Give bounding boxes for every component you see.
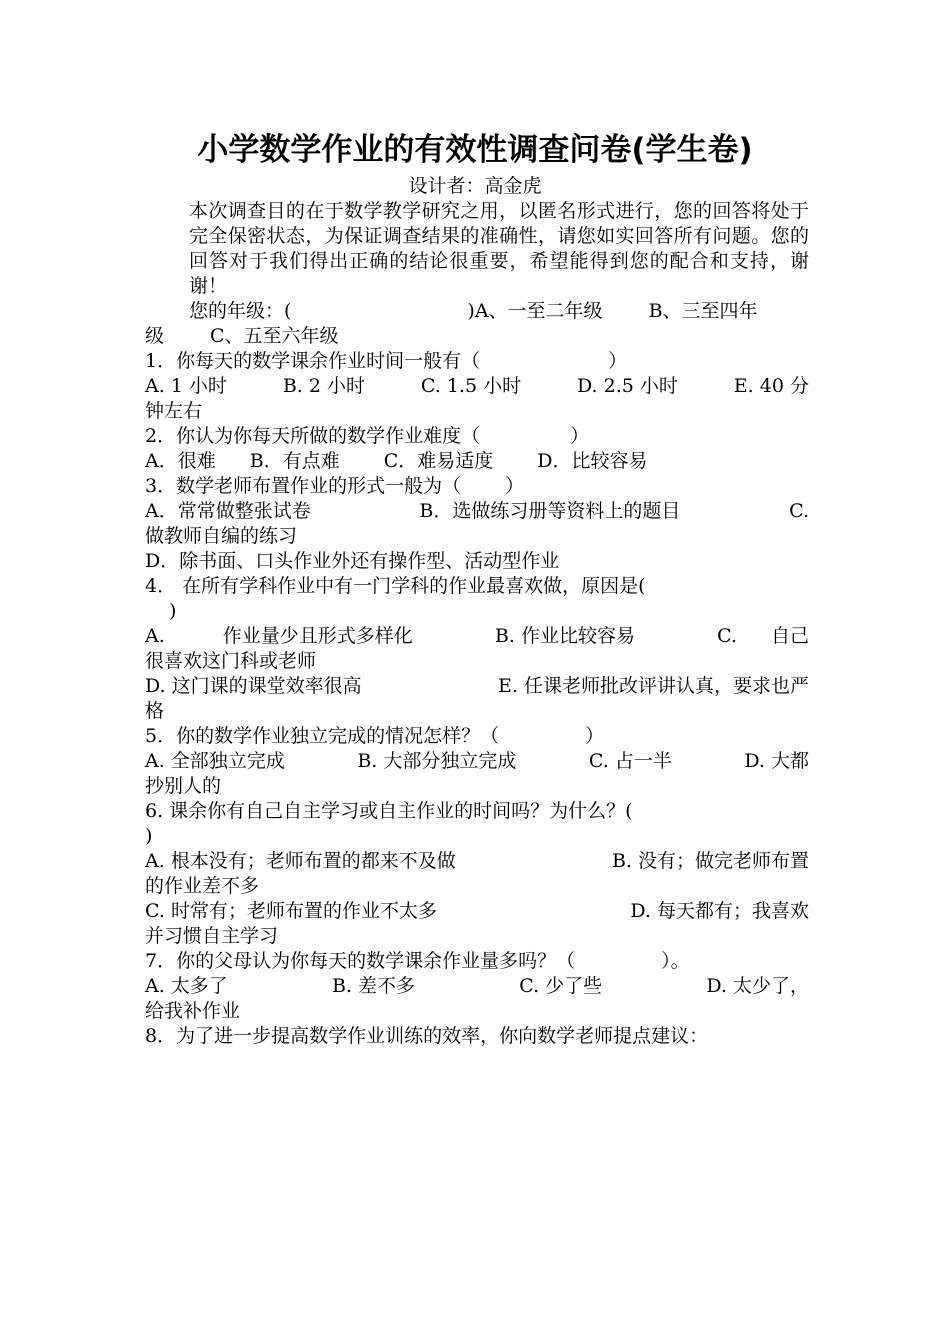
question-7-options — [145, 974, 809, 999]
question-6: 6. 课余你有自己自主学习或自主作业的时间吗？为什么？( — [145, 800, 633, 822]
q4-option-c-wrap: 很喜欢这门科或老师 — [145, 650, 317, 672]
q6-option-c[interactable]: C. 时常有；老师布置的作业不太多 — [145, 900, 437, 922]
question-6-options-2 — [145, 899, 809, 924]
question-8: 8．为了进一步提高数学作业训练的效率，你向数学老师提点建议： — [145, 1025, 709, 1047]
q2-option-b[interactable]: B．有点难 — [249, 450, 340, 472]
q5-option-d[interactable]: D. 大都 — [744, 750, 809, 772]
q6-option-a[interactable]: A. 根本没有；老师布置的都来不及做 — [145, 850, 456, 872]
q3-option-a[interactable]: A．常常做整张试卷 — [145, 500, 311, 522]
q7-option-c[interactable]: C. 少了些 — [519, 975, 603, 997]
question-2-options — [145, 449, 809, 474]
q5-option-a[interactable]: A. 全部独立完成 — [145, 750, 285, 772]
question-3-close: ） — [505, 475, 525, 497]
grade-option-c: C、五至六年级 — [210, 325, 339, 347]
q4-option-e[interactable]: E. 任课老师批改评讲认真，要求也严 — [498, 675, 809, 697]
question-1-options — [145, 374, 809, 399]
question-1-text: 1．你每天的数学课余作业时间一般有（ — [145, 350, 481, 372]
q4-option-a-text: 作业量少且形式多样化 — [222, 625, 413, 647]
q1-option-a[interactable]: A. 1 小时 — [145, 375, 227, 397]
grade-prompt: 您的年级：( — [189, 300, 292, 322]
q5-option-d-wrap: 抄别人的 — [145, 775, 222, 797]
q4-option-c-letter: C. — [717, 625, 737, 647]
q1-option-e[interactable]: E. 40 分 — [733, 375, 809, 397]
q4-option-d[interactable]: D. 这门课的课堂效率很高 — [145, 675, 362, 697]
grade-question-cont — [145, 324, 809, 349]
q4-option-a-letter: A. — [145, 625, 165, 647]
grade-option-b-wrap: 级 — [145, 325, 165, 347]
question-5-options — [145, 749, 809, 774]
q6-option-b-wrap: 的作业差不多 — [145, 875, 260, 897]
survey-body — [145, 199, 809, 1049]
q1-option-b[interactable]: B. 2 小时 — [282, 375, 365, 397]
question-4-close — [145, 599, 809, 624]
question-4: 4． 在所有学科作业中有一门学科的作业最喜欢做，原因是( — [145, 575, 646, 597]
q4-option-a[interactable] — [145, 624, 413, 649]
intro-paragraph: 本次调查目的在于数学教学研究之用，以匿名形式进行，您的回答将处于完全保密状态，为保证调查结果的准确性，请您如实回答所有问题。您的回答对于我们得出正确的结论很重要，希望能得到您的配合和支持，谢谢！ — [189, 200, 809, 297]
q7-option-b[interactable]: B. 差不多 — [331, 975, 416, 997]
question-3 — [145, 474, 809, 499]
question-1-close: ） — [608, 350, 628, 372]
q1-option-c[interactable]: C. 1.5 小时 — [420, 375, 522, 397]
q6-option-b[interactable]: B. 没有；做完老师布置 — [611, 850, 809, 872]
q5-option-b[interactable]: B. 大部分独立完成 — [357, 750, 517, 772]
q5-option-c[interactable]: C. 占一半 — [588, 750, 672, 772]
question-1 — [145, 349, 809, 374]
author-line: 设计者：高金虎 — [408, 175, 542, 197]
q4-option-c[interactable] — [717, 624, 809, 649]
q7-option-d[interactable]: D. 太少了， — [706, 975, 809, 997]
question-5-close: ） — [585, 725, 605, 747]
q4-option-c-text: 自己 — [770, 625, 809, 647]
question-2 — [145, 424, 809, 449]
document-title: 小学数学作业的有效性调查问卷(学生卷) — [197, 132, 753, 168]
grade-question — [145, 299, 809, 324]
q4-option-e-wrap: 格 — [145, 700, 165, 722]
q7-option-d-wrap: 给我补作业 — [145, 1000, 241, 1022]
question-4-close-paren: ) — [169, 600, 177, 622]
question-7 — [145, 949, 809, 974]
q3-option-c-wrap: 做教师自编的练习 — [145, 525, 298, 547]
question-4-options-2 — [145, 674, 809, 699]
question-2-text: 2．你认为你每天所做的数学作业难度（ — [145, 425, 481, 447]
q2-option-d[interactable]: D．比较容易 — [537, 450, 648, 472]
question-3-text: 3．数学老师布置作业的形式一般为（ — [145, 475, 462, 497]
question-3-options — [145, 499, 809, 524]
q1-option-e-wrap: 钟左右 — [145, 400, 203, 422]
question-4-options — [145, 624, 809, 649]
q3-option-d[interactable]: D．除书面、口头作业外还有操作型、活动型作业 — [145, 550, 560, 572]
question-5 — [145, 724, 809, 749]
q1-option-d[interactable]: D. 2.5 小时 — [576, 375, 678, 397]
question-2-close: ） — [570, 425, 590, 447]
grade-option-b: B、三至四年 — [648, 300, 758, 322]
question-7-text: 7．你的父母认为你每天的数学课余作业量多吗？（ — [145, 950, 576, 972]
q7-option-a[interactable]: A. 太多了 — [145, 975, 228, 997]
question-6-close: ) — [145, 825, 153, 847]
question-7-close: ）。 — [661, 950, 690, 972]
question-6-options — [145, 849, 809, 874]
q2-option-c[interactable]: C．难易适度 — [383, 450, 494, 472]
q2-option-a[interactable]: A．很难 — [145, 450, 216, 472]
q3-option-c[interactable]: C. — [789, 500, 809, 522]
grade-option-a: )A、一至二年级 — [467, 300, 603, 322]
q3-option-b[interactable]: B．选做练习册等资料上的题目 — [419, 500, 681, 522]
q6-option-d-wrap: 并习惯自主学习 — [145, 925, 279, 947]
q4-option-b[interactable]: B. 作业比较容易 — [494, 625, 635, 647]
question-5-text: 5．你的数学作业独立完成的情况怎样？（ — [145, 725, 500, 747]
q6-option-d[interactable]: D. 每天都有；我喜欢 — [630, 900, 809, 922]
